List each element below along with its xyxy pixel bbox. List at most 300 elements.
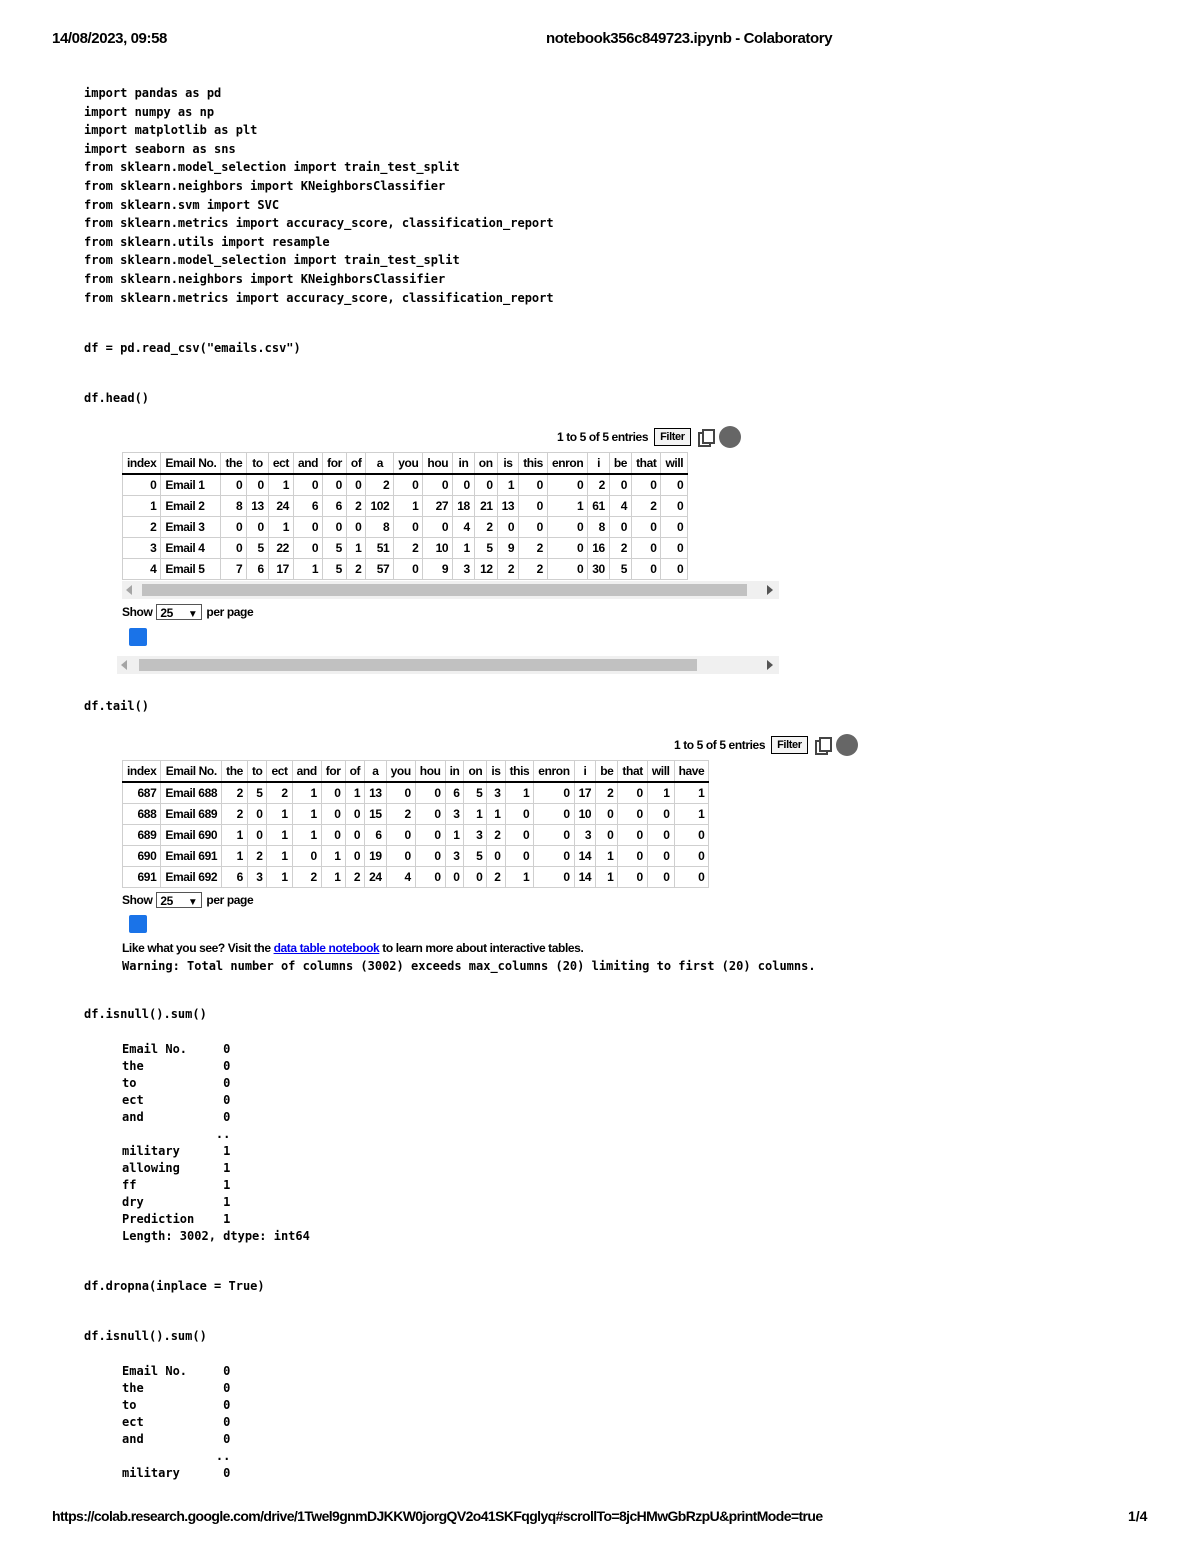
page-url: https://colab.research.google.com/drive/1Twel9gnmDJKKW0jorgQV2o41SKFqglyq#scrollTo=8jcHMwGbRzpU&printMode=true	[52, 1508, 823, 1524]
table-cell: 0	[618, 867, 647, 888]
scroll-right-icon[interactable]	[767, 585, 773, 595]
column-header[interactable]: this	[519, 453, 548, 475]
column-header[interactable]: index	[123, 453, 161, 475]
column-header[interactable]: be	[596, 761, 618, 783]
table-cell: 17	[268, 559, 293, 580]
table-cell: 0	[505, 825, 534, 846]
code-cell-dropna[interactable]: df.dropna(inplace = True)	[84, 1279, 265, 1293]
table-cell: 0	[394, 517, 423, 538]
table-cell: 19	[365, 846, 387, 867]
head-pagination	[122, 604, 253, 620]
column-header[interactable]: be	[609, 453, 631, 475]
table-cell: 0	[345, 825, 365, 846]
table-cell: 2	[632, 496, 661, 517]
chevron-down-icon: ▼	[187, 609, 198, 620]
table-cell: 2	[267, 782, 292, 804]
column-header[interactable]: that	[618, 761, 647, 783]
column-header[interactable]: ect	[268, 453, 293, 475]
table-cell: 0	[345, 804, 365, 825]
table-cell: 0	[321, 782, 345, 804]
table-cell: 6	[445, 782, 464, 804]
table-cell: 9	[497, 538, 519, 559]
table-cell: 1	[464, 804, 487, 825]
table-cell: 16	[588, 538, 610, 559]
filter-button[interactable]: Filter	[771, 736, 808, 754]
table-cell: 0	[674, 825, 709, 846]
column-header[interactable]: you	[386, 761, 415, 783]
column-header[interactable]: and	[292, 761, 321, 783]
table-cell: 0	[547, 517, 587, 538]
table-cell: 9	[423, 559, 453, 580]
print-date: 14/08/2023, 09:58	[52, 30, 167, 47]
table-cell: 0	[415, 846, 445, 867]
table-cell: 3	[487, 782, 505, 804]
table-cell: 689	[123, 825, 161, 846]
table-cell: 5	[247, 782, 267, 804]
column-header[interactable]: ect	[267, 761, 292, 783]
table-cell: 0	[247, 517, 269, 538]
table-cell: 0	[534, 804, 574, 825]
table-cell: 1	[267, 846, 292, 867]
table-cell: 1	[487, 804, 505, 825]
table-cell: 6	[293, 496, 322, 517]
table-cell: 0	[415, 782, 445, 804]
table-cell: 1	[268, 517, 293, 538]
per-page-select[interactable]: 25 ▼	[156, 892, 202, 908]
settings-circle-icon[interactable]	[719, 426, 741, 448]
chevron-down-icon: ▼	[187, 897, 198, 908]
table-cell: 0	[647, 846, 674, 867]
table-cell: 0	[632, 474, 661, 496]
table-cell: 0	[547, 559, 587, 580]
table-cell: 0	[547, 474, 587, 496]
table-cell: 14	[574, 846, 596, 867]
table-cell: 0	[474, 474, 497, 496]
table-cell: 2	[588, 474, 610, 496]
table-cell: 0	[321, 825, 345, 846]
table-cell: 0	[647, 825, 674, 846]
table-cell: 3	[453, 559, 475, 580]
table-cell: 2	[487, 825, 505, 846]
table-cell: 6	[365, 825, 387, 846]
table-row	[123, 804, 709, 825]
table-cell: 2	[474, 517, 497, 538]
table-cell: 3	[464, 825, 487, 846]
table-row	[123, 496, 688, 517]
table-cell: Email 1	[161, 474, 221, 496]
table-cell: 1	[267, 804, 292, 825]
data-table-notebook-link[interactable]: data table notebook	[273, 941, 380, 955]
column-header[interactable]: for	[321, 761, 345, 783]
column-header[interactable]: of	[346, 453, 366, 475]
code-cell-tail[interactable]: df.tail()	[84, 699, 150, 713]
column-header[interactable]: Email No.	[161, 453, 221, 475]
table-cell: 0	[534, 846, 574, 867]
table-cell: 0	[323, 474, 347, 496]
table-cell: 1	[222, 825, 248, 846]
table-cell: 0	[519, 474, 548, 496]
table-cell: 18	[453, 496, 475, 517]
table-cell: 13	[497, 496, 519, 517]
table-cell: 2	[292, 867, 321, 888]
code-cell-isnull-2[interactable]: df.isnull().sum()	[84, 1329, 207, 1343]
column-header[interactable]: i	[574, 761, 596, 783]
head-data-table	[122, 452, 688, 580]
output-scrollbar[interactable]	[117, 656, 779, 674]
table-cell: 21	[474, 496, 497, 517]
table-cell: 0	[519, 496, 548, 517]
tail-data-table	[122, 760, 709, 888]
table-cell: 0	[609, 474, 631, 496]
table-cell: 0	[519, 517, 548, 538]
table-cell: Email 2	[161, 496, 221, 517]
table-cell: 1	[292, 825, 321, 846]
column-header[interactable]: in	[453, 453, 475, 475]
table-cell: 3	[445, 804, 464, 825]
table-cell: 0	[247, 804, 267, 825]
table-cell: 51	[366, 538, 394, 559]
table-cell: 0	[293, 538, 322, 559]
table-cell: 1	[222, 846, 248, 867]
table-cell: 2	[519, 538, 548, 559]
head-table-toolbar	[557, 426, 741, 448]
table-cell: 24	[365, 867, 387, 888]
per-page-select[interactable]: 25 ▼	[156, 604, 202, 620]
table-cell: 0	[123, 474, 161, 496]
table-cell: 0	[534, 782, 574, 804]
table-cell: 4	[386, 867, 415, 888]
column-header[interactable]: a	[366, 453, 394, 475]
table-cell: Email 691	[161, 846, 222, 867]
table-cell: 0	[661, 538, 688, 559]
table-cell: 4	[609, 496, 631, 517]
table-cell: 2	[346, 559, 366, 580]
table-cell: 8	[588, 517, 610, 538]
column-header[interactable]: is	[497, 453, 519, 475]
column-header[interactable]: index	[123, 761, 161, 783]
table-cell: 0	[423, 474, 453, 496]
table-cell: Email 690	[161, 825, 222, 846]
table-cell: 0	[618, 782, 647, 804]
table-cell: 0	[445, 867, 464, 888]
column-header[interactable]: is	[487, 761, 505, 783]
table-cell: 0	[674, 846, 709, 867]
table-cell: 0	[661, 496, 688, 517]
column-header[interactable]: have	[674, 761, 709, 783]
column-header[interactable]: i	[588, 453, 610, 475]
table-cell: 0	[394, 474, 423, 496]
table-cell: 27	[423, 496, 453, 517]
column-header[interactable]: the	[222, 761, 248, 783]
column-header[interactable]: you	[394, 453, 423, 475]
table-cell: 0	[293, 517, 322, 538]
table-cell: 0	[674, 867, 709, 888]
entries-count: 1 to 5 of 5 entries	[674, 738, 766, 752]
table-cell: 1	[293, 559, 322, 580]
table-cell: 688	[123, 804, 161, 825]
table-cell: 5	[464, 846, 487, 867]
column-header[interactable]: on	[474, 453, 497, 475]
table-cell: 1	[647, 782, 674, 804]
table-cell: 0	[386, 846, 415, 867]
table-cell: 57	[366, 559, 394, 580]
table-cell: 24	[268, 496, 293, 517]
table-cell: 0	[505, 846, 534, 867]
table-cell: 17	[574, 782, 596, 804]
table-cell: 0	[415, 804, 445, 825]
column-header[interactable]: Email No.	[161, 761, 222, 783]
column-header[interactable]: that	[632, 453, 661, 475]
table-cell: 1	[445, 825, 464, 846]
table-cell: 2	[345, 867, 365, 888]
per-page-label: per page	[206, 605, 254, 619]
table-cell: 2	[123, 517, 161, 538]
tail-table-toolbar	[674, 734, 858, 756]
table-row	[123, 517, 688, 538]
show-label: Show	[122, 605, 153, 619]
column-header[interactable]: on	[464, 761, 487, 783]
table-cell: 22	[268, 538, 293, 559]
column-header[interactable]: to	[247, 761, 267, 783]
per-page-label: per page	[206, 893, 254, 907]
table-cell: 0	[346, 517, 366, 538]
table-cell: 0	[647, 804, 674, 825]
page-number: 1/4	[1128, 1508, 1148, 1524]
show-label: Show	[122, 893, 153, 907]
table-cell: 13	[247, 496, 269, 517]
table-cell: 1	[674, 782, 709, 804]
table-cell: 1	[596, 846, 618, 867]
table-cell: 0	[453, 474, 475, 496]
table-cell: 3	[247, 867, 267, 888]
table-cell: 1	[292, 782, 321, 804]
table-cell: 1	[123, 496, 161, 517]
table-cell: 1	[674, 804, 709, 825]
scroll-right-icon[interactable]	[767, 660, 773, 670]
table-cell: 0	[661, 517, 688, 538]
document-title: notebook356c849723.ipynb - Colaboratory	[546, 30, 833, 47]
table-cell: 0	[505, 804, 534, 825]
table-cell: 0	[394, 559, 423, 580]
table-cell: 5	[464, 782, 487, 804]
table-cell: 0	[464, 867, 487, 888]
column-header[interactable]: this	[505, 761, 534, 783]
table-row	[123, 846, 709, 867]
table-row	[123, 559, 688, 580]
table-cell: 12	[474, 559, 497, 580]
column-header[interactable]: in	[445, 761, 464, 783]
table-cell: 0	[661, 559, 688, 580]
table-cell: 5	[247, 538, 269, 559]
filter-button[interactable]: Filter	[654, 428, 691, 446]
table-cell: 1	[346, 538, 366, 559]
table-cell: 1	[453, 538, 475, 559]
column-header[interactable]: hou	[415, 761, 445, 783]
table-cell: 1	[547, 496, 587, 517]
table-cell: 0	[386, 825, 415, 846]
colab-table-action-button[interactable]	[129, 628, 147, 646]
table-cell: Email 4	[161, 538, 221, 559]
tail-pagination	[122, 892, 253, 908]
table-cell: 10	[574, 804, 596, 825]
table-cell: 1	[345, 782, 365, 804]
table-cell: 2	[519, 559, 548, 580]
table-cell: 0	[345, 846, 365, 867]
copy-icon[interactable]	[814, 737, 830, 753]
table-cell: 690	[123, 846, 161, 867]
table-cell: 0	[292, 846, 321, 867]
table-cell: 0	[647, 867, 674, 888]
table-cell: 1	[596, 867, 618, 888]
table-cell: 1	[267, 867, 292, 888]
table-cell: 1	[497, 474, 519, 496]
table-cell: 1	[321, 867, 345, 888]
copy-icon[interactable]	[697, 429, 713, 445]
table-cell: 6	[323, 496, 347, 517]
column-header[interactable]: enron	[534, 761, 574, 783]
colab-table-action-button[interactable]	[129, 915, 147, 933]
table-cell: 0	[618, 846, 647, 867]
table-cell: 0	[415, 825, 445, 846]
table-row	[123, 538, 688, 559]
table-cell: Email 688	[161, 782, 222, 804]
table-cell: Email 689	[161, 804, 222, 825]
table-cell: 1	[505, 867, 534, 888]
column-header[interactable]: a	[365, 761, 387, 783]
table-cell: 0	[618, 804, 647, 825]
table-cell: 0	[247, 825, 267, 846]
table-cell: 687	[123, 782, 161, 804]
table-cell: 13	[365, 782, 387, 804]
table-cell: 0	[321, 804, 345, 825]
table-cell: 0	[221, 517, 247, 538]
table-cell: Email 5	[161, 559, 221, 580]
table-cell: 0	[618, 825, 647, 846]
scroll-left-icon[interactable]	[121, 660, 127, 670]
scroll-thumb[interactable]	[142, 584, 747, 596]
table-cell: 0	[415, 867, 445, 888]
table-cell: 30	[588, 559, 610, 580]
table-cell: 7	[221, 559, 247, 580]
table-cell: 0	[497, 517, 519, 538]
table-cell: 2	[247, 846, 267, 867]
table-cell: 14	[574, 867, 596, 888]
table-cell: 2	[386, 804, 415, 825]
table-cell: 0	[547, 538, 587, 559]
table-cell: 1	[292, 804, 321, 825]
table-cell: 0	[323, 517, 347, 538]
table-cell: 0	[221, 538, 247, 559]
table-cell: 2	[394, 538, 423, 559]
table-cell: 2	[596, 782, 618, 804]
code-cell-head[interactable]: df.head()	[84, 391, 150, 405]
table-cell: 0	[632, 559, 661, 580]
head-table-scrollbar[interactable]	[122, 581, 779, 599]
table-row	[123, 782, 709, 804]
table-cell: 0	[534, 825, 574, 846]
table-cell: 15	[365, 804, 387, 825]
isnull-output-1: Email No. 0 the 0 to 0 ect 0 and 0 .. military 1 allowing 1 ff 1 dry 1 Prediction 1 Length: 3002, dtype: int64	[122, 1042, 310, 1243]
max-columns-warning: Warning: Total number of columns (3002) exceeds max_columns (20) limiting to first (20) columns.	[122, 959, 816, 973]
column-header[interactable]: to	[247, 453, 269, 475]
table-cell: 102	[366, 496, 394, 517]
table-cell: 2	[487, 867, 505, 888]
scroll-thumb[interactable]	[139, 659, 697, 671]
table-row	[123, 867, 709, 888]
column-header[interactable]: and	[293, 453, 322, 475]
table-row	[123, 825, 709, 846]
settings-circle-icon[interactable]	[836, 734, 858, 756]
table-cell: 1	[267, 825, 292, 846]
table-cell: 0	[534, 867, 574, 888]
table-cell: 0	[632, 538, 661, 559]
table-cell: 1	[505, 782, 534, 804]
table-cell: 6	[222, 867, 248, 888]
table-cell: 8	[221, 496, 247, 517]
table-cell: 1	[321, 846, 345, 867]
column-header[interactable]: hou	[423, 453, 453, 475]
table-cell: 0	[609, 517, 631, 538]
table-cell: 0	[423, 517, 453, 538]
table-cell: 3	[574, 825, 596, 846]
table-cell: 2	[366, 474, 394, 496]
table-cell: 0	[661, 474, 688, 496]
table-cell: 0	[293, 474, 322, 496]
table-cell: 6	[247, 559, 269, 580]
interactive-tables-note: Like what you see? Visit the data table notebook to learn more about interactive tables.	[122, 941, 584, 955]
column-header[interactable]: will	[647, 761, 674, 783]
column-header[interactable]: the	[221, 453, 247, 475]
table-cell: 2	[609, 538, 631, 559]
column-header[interactable]: of	[345, 761, 365, 783]
column-header[interactable]: will	[661, 453, 688, 475]
table-cell: 0	[221, 474, 247, 496]
isnull-output-2: Email No. 0 the 0 to 0 ect 0 and 0 .. military 0	[122, 1364, 231, 1480]
entries-count: 1 to 5 of 5 entries	[557, 430, 649, 444]
table-cell: 5	[474, 538, 497, 559]
table-cell: 3	[445, 846, 464, 867]
table-cell: 3	[123, 538, 161, 559]
table-cell: 0	[632, 517, 661, 538]
table-cell: 4	[123, 559, 161, 580]
table-cell: Email 3	[161, 517, 221, 538]
table-cell: 2	[222, 804, 248, 825]
table-cell: 5	[323, 538, 347, 559]
table-cell: 4	[453, 517, 475, 538]
table-cell: 1	[394, 496, 423, 517]
table-cell: 2	[222, 782, 248, 804]
table-cell: 5	[323, 559, 347, 580]
column-header[interactable]: enron	[547, 453, 587, 475]
table-cell: 0	[596, 825, 618, 846]
table-cell: 1	[268, 474, 293, 496]
table-cell: 10	[423, 538, 453, 559]
table-cell: 0	[487, 846, 505, 867]
table-cell: 0	[247, 474, 269, 496]
column-header[interactable]: for	[323, 453, 347, 475]
table-cell: 2	[346, 496, 366, 517]
code-cell-isnull-1[interactable]: df.isnull().sum()	[84, 1007, 207, 1021]
table-cell: 0	[346, 474, 366, 496]
scroll-left-icon[interactable]	[126, 585, 132, 595]
table-cell: 0	[596, 804, 618, 825]
table-cell: 691	[123, 867, 161, 888]
code-cell-imports[interactable]: import pandas as pd import numpy as np import matplotlib as plt import seaborn as sns from sklearn.model_selection import train_test_split from sklearn.neighbors import KNeighborsClassifier from sklearn.svm import SVC from sklearn.metrics import accuracy_score, classification_report from sklearn.utils import resample from sklearn.model_selection import train_test_split from sklearn.neighbors import KNeighborsClassifier from sklearn.metrics import accuracy_score, classification_report	[84, 86, 554, 305]
table-cell: 0	[386, 782, 415, 804]
table-row	[123, 474, 688, 496]
code-cell-read-csv[interactable]: df = pd.read_csv("emails.csv")	[84, 341, 301, 355]
table-cell: 5	[609, 559, 631, 580]
